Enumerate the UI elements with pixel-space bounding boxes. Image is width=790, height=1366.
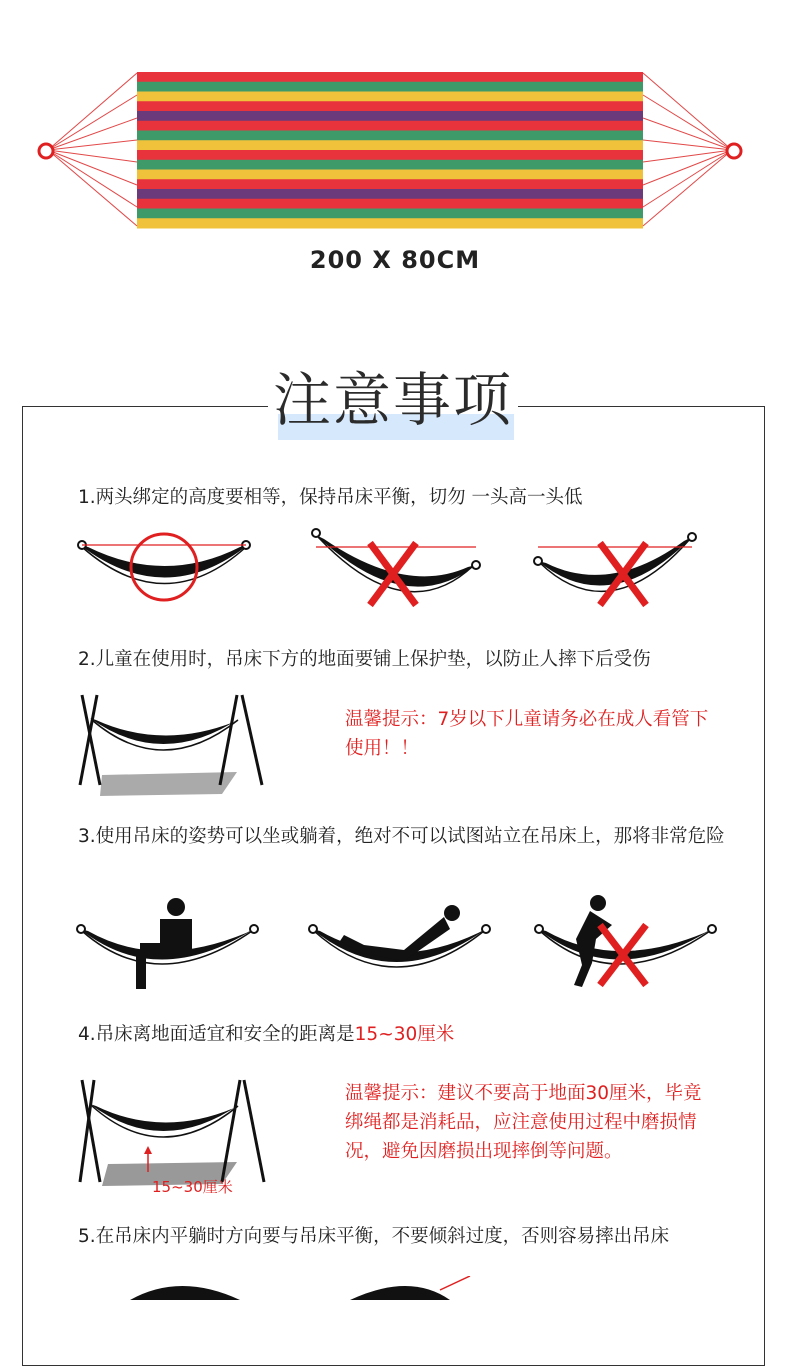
hammock-top-view-2-icon	[350, 1286, 450, 1300]
sitting-person-icon	[77, 898, 258, 989]
fabric-stripe	[137, 131, 643, 141]
note-5-text: 5.在吊床内平躺时方向要与吊床平衡，不要倾斜过度，否则容易摔出吊床	[78, 1226, 670, 1247]
fabric-stripe	[137, 111, 643, 121]
fabric-stripe	[137, 72, 643, 82]
note-4-text	[78, 1018, 454, 1052]
right-ring-icon	[727, 144, 741, 158]
fabric-stripe	[137, 179, 643, 189]
note-4-prefix: 4.吊床离地面适宜和安全的距离是	[78, 1024, 355, 1045]
note-4-warning: 温馨提示：建议不要高于地面30厘米，毕竟绑绳都是消耗品，应注意使用过程中磨损情况，避免因磨损出现摔倒等问题。	[345, 1083, 702, 1162]
level-hammock-diagram	[70, 525, 770, 615]
fabric-stripe	[137, 121, 643, 131]
wrong-uneven-hammock-icon	[312, 529, 480, 605]
note-2-warning: 温馨提示：7岁以下儿童请务必在成人看管下使用！！	[345, 709, 709, 759]
note-2-text: 2.儿童在使用时，吊床下方的地面要铺上保护垫，以防止人摔下后受伤	[78, 649, 651, 670]
note-3-text: 3.使用吊床的姿势可以坐或躺着，绝对不可以试图站立在吊床上，那将非常危险	[78, 826, 725, 847]
posture-diagram	[72, 895, 772, 995]
hammock-top-view-icon	[130, 1286, 240, 1300]
fabric-stripe	[137, 199, 643, 209]
height-label: 15~30厘米	[152, 1178, 233, 1196]
standing-person-wrong-icon	[535, 895, 716, 987]
correct-level-hammock-icon	[78, 534, 250, 600]
fabric-stripe	[137, 101, 643, 111]
fabric-stripe	[137, 150, 643, 160]
fabric-stripe	[137, 92, 643, 102]
fabric-stripe	[137, 82, 643, 92]
protective-mat	[100, 772, 237, 796]
fabric-stripe	[137, 140, 643, 150]
size-label: 200 X 80CM	[309, 246, 481, 274]
hammock-left-ropes	[48, 73, 137, 226]
fabric-stripe	[137, 209, 643, 219]
hammock-illustration	[0, 0, 790, 240]
note-4-highlight: 15~30厘米	[354, 1024, 455, 1045]
notes-title: 注意事项	[272, 366, 513, 434]
fabric-stripe	[137, 160, 643, 170]
left-ring-icon	[39, 144, 53, 158]
note-1-text: 1.两头绑定的高度要相等，保持吊床平衡，切勿 一头高一头低	[78, 487, 583, 508]
hammock-with-mat-diagram	[72, 690, 272, 802]
hammock-fabric-stripes	[137, 72, 643, 229]
fabric-stripe	[137, 189, 643, 199]
hammock-height-diagram	[72, 1072, 282, 1200]
hammock-right-ropes	[643, 73, 732, 226]
lying-direction-diagram	[120, 1276, 500, 1300]
wrong-uneven-hammock-2-icon	[534, 533, 696, 605]
fabric-stripe	[137, 170, 643, 180]
lying-person-icon	[309, 905, 490, 967]
fabric-stripe	[137, 218, 643, 228]
